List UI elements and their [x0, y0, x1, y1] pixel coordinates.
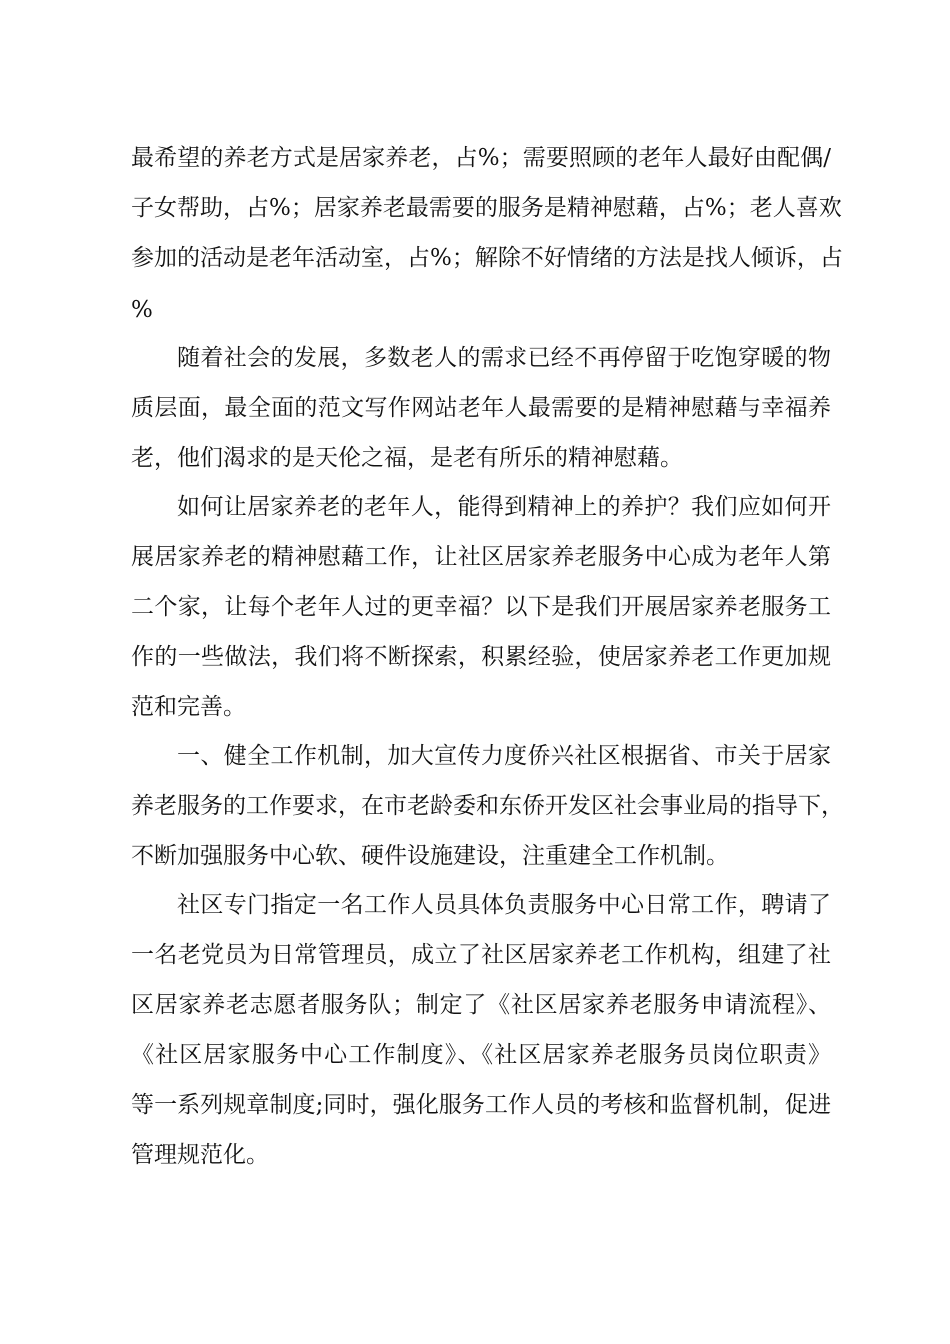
paragraph-first-line: 如何让居家养老的老年人，能得到精神上的养护？我们应如何开 [177, 494, 831, 520]
text-line: 二个家，让每个老年人过的更幸福？以下是我们开展居家养老服务工 [131, 594, 831, 620]
text-line: 范和完善。 [131, 694, 246, 720]
text-line: 参加的活动是老年活动室，占%；解除不好情绪的方法是找人倾诉，占 [131, 245, 843, 271]
text-line: 区居家养老志愿者服务队；制定了《社区居家养老服务申请流程》、 [131, 992, 831, 1018]
text-line: 等一系列规章制度;同时，强化服务工作人员的考核和监督机制，促进 [131, 1092, 831, 1118]
text-line: 子女帮助，占%；居家养老最需要的服务是精神慰藉，占%；老人喜欢 [131, 195, 842, 221]
text-line: 不断加强服务中心软、硬件设施建设，注重建全工作机制。 [131, 843, 729, 869]
text-line: % [131, 297, 153, 323]
text-line: 一名老党员为日常管理员，成立了社区居家养老工作机构，组建了社 [131, 942, 831, 968]
text-line: 最希望的养老方式是居家养老，占%；需要照顾的老年人最好由配偶/ [131, 145, 831, 171]
text-line: 《社区居家服务中心工作制度》、《社区居家养老服务员岗位职责》 [131, 1042, 831, 1068]
text-line: 作的一些做法，我们将不断探索，积累经验，使居家养老工作更加规 [131, 644, 831, 670]
paragraph-first-line: 一、健全工作机制，加大宣传力度侨兴社区根据省、市关于居家 [177, 743, 831, 769]
text-line: 质层面，最全面的范文写作网站老年人最需要的是精神慰藉与幸福养 [131, 395, 831, 421]
text-line: 管理规范化。 [131, 1142, 269, 1168]
text-line: 养老服务的工作要求，在市老龄委和东侨开发区社会事业局的指导下， [131, 793, 844, 819]
text-line: 老，他们渴求的是天伦之福，是老有所乐的精神慰藉。 [131, 445, 683, 471]
text-line: 展居家养老的精神慰藉工作，让社区居家养老服务中心成为老年人第 [131, 544, 831, 570]
paragraph-first-line: 社区专门指定一名工作人员具体负责服务中心日常工作，聘请了 [177, 892, 831, 918]
paragraph-first-line: 随着社会的发展，多数老人的需求已经不再停留于吃饱穿暖的物 [177, 345, 831, 371]
